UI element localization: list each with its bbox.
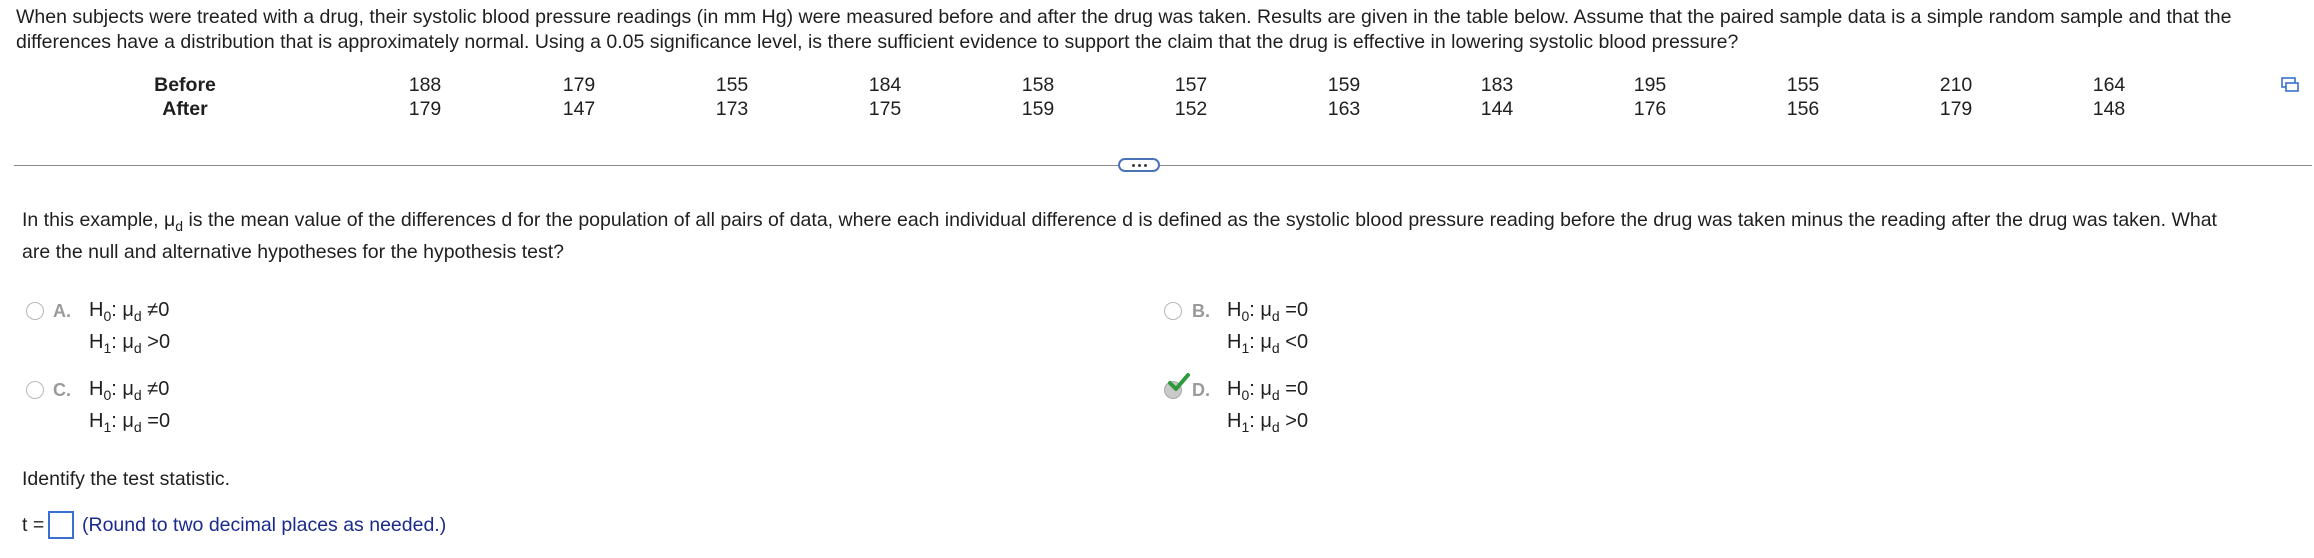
before-value: 159 [1327, 74, 1361, 96]
test-stat-hint: (Round to two decimal places as needed.) [82, 514, 447, 536]
copy-icon[interactable] [2281, 77, 2299, 98]
before-value: 158 [1021, 74, 1055, 96]
option-d-letter: D. [1192, 380, 1210, 400]
question-line-1: When subjects were treated with a drug, their systolic blood pressure readings (in mm Hg) were measured before and after the drug was taken. Results are given in the table below. Assume that the paired sample data is a simple random sample and that the [16, 6, 2232, 28]
after-value: 179 [1939, 98, 1973, 120]
before-value: 155 [715, 74, 749, 96]
checkmark-icon [1168, 373, 1190, 393]
option-c-h0: $H_0$: $\mu_d \ne 0$ [89, 378, 170, 403]
row-label-after: After [162, 98, 208, 120]
test-stat-prompt: Identify the test statistic. [22, 468, 231, 490]
option-c-letter: C. [53, 380, 71, 400]
option-a-letter: A. [53, 301, 71, 321]
test-stat-input[interactable] [48, 511, 74, 539]
before-value: 155 [1786, 74, 1820, 96]
option-d-h1: $H_1$: $\mu_d >0$ [1227, 410, 1309, 435]
before-value: 210 [1939, 74, 1973, 96]
before-value: 195 [1633, 74, 1667, 96]
after-value: 156 [1786, 98, 1820, 120]
option-c-radio[interactable] [26, 381, 44, 399]
before-value: 157 [1174, 74, 1208, 96]
part-question-line-2: are the null and alternative hypotheses for the hypothesis test? [22, 241, 565, 263]
option-b-h1: $H_1$: $\mu_d <0$ [1227, 331, 1309, 356]
after-value: 152 [1174, 98, 1208, 120]
option-a-radio[interactable] [26, 302, 44, 320]
after-value: 148 [2092, 98, 2126, 120]
option-a-h1: $H_1$: $\mu_d >0$ [89, 331, 171, 356]
before-value: 164 [2092, 74, 2126, 96]
option-c-h1: $H_1$: $\mu_d =0$ [89, 410, 171, 435]
question-line-2: differences have a distribution that is approximately normal. Using a 0.05 significance level, is there sufficient evidence to support the claim that the drug is effective in lowering systolic blood pressure? [16, 31, 1739, 53]
part-question-line-1 [22, 207, 2217, 239]
after-value: 176 [1633, 98, 1667, 120]
before-value: 183 [1480, 74, 1514, 96]
after-value: 147 [562, 98, 596, 120]
after-value: 144 [1480, 98, 1514, 120]
mu-subscript: d [175, 218, 184, 234]
option-b-letter: B. [1192, 301, 1210, 321]
mu-symbol: μ [163, 209, 176, 231]
after-value: 159 [1021, 98, 1055, 120]
option-b-h0: $H_0$: $\mu_d =0$ [1227, 299, 1309, 324]
before-value: 179 [562, 74, 596, 96]
option-b-radio[interactable] [1164, 302, 1182, 320]
ellipsis-icon[interactable] [1118, 158, 1160, 172]
before-value: 188 [408, 74, 442, 96]
after-value: 173 [715, 98, 749, 120]
part-question-pre: In this example, [22, 209, 164, 231]
before-value: 184 [868, 74, 902, 96]
test-stat-label: t = [22, 514, 45, 536]
part-question-post: is the mean value of the differences d for the population of all pairs of data, where each individual difference d is defined as the systolic blood pressure reading before the drug was taken minus the reading after the drug was taken. What [183, 209, 2217, 231]
row-label-before: Before [154, 74, 216, 96]
after-value: 163 [1327, 98, 1361, 120]
option-a-h0: $H_0$: $\mu_d \ne 0$ [89, 299, 170, 324]
section-divider [14, 165, 2312, 166]
option-d-h0: $H_0$: $\mu_d =0$ [1227, 378, 1309, 403]
after-value: 179 [408, 98, 442, 120]
after-value: 175 [868, 98, 902, 120]
